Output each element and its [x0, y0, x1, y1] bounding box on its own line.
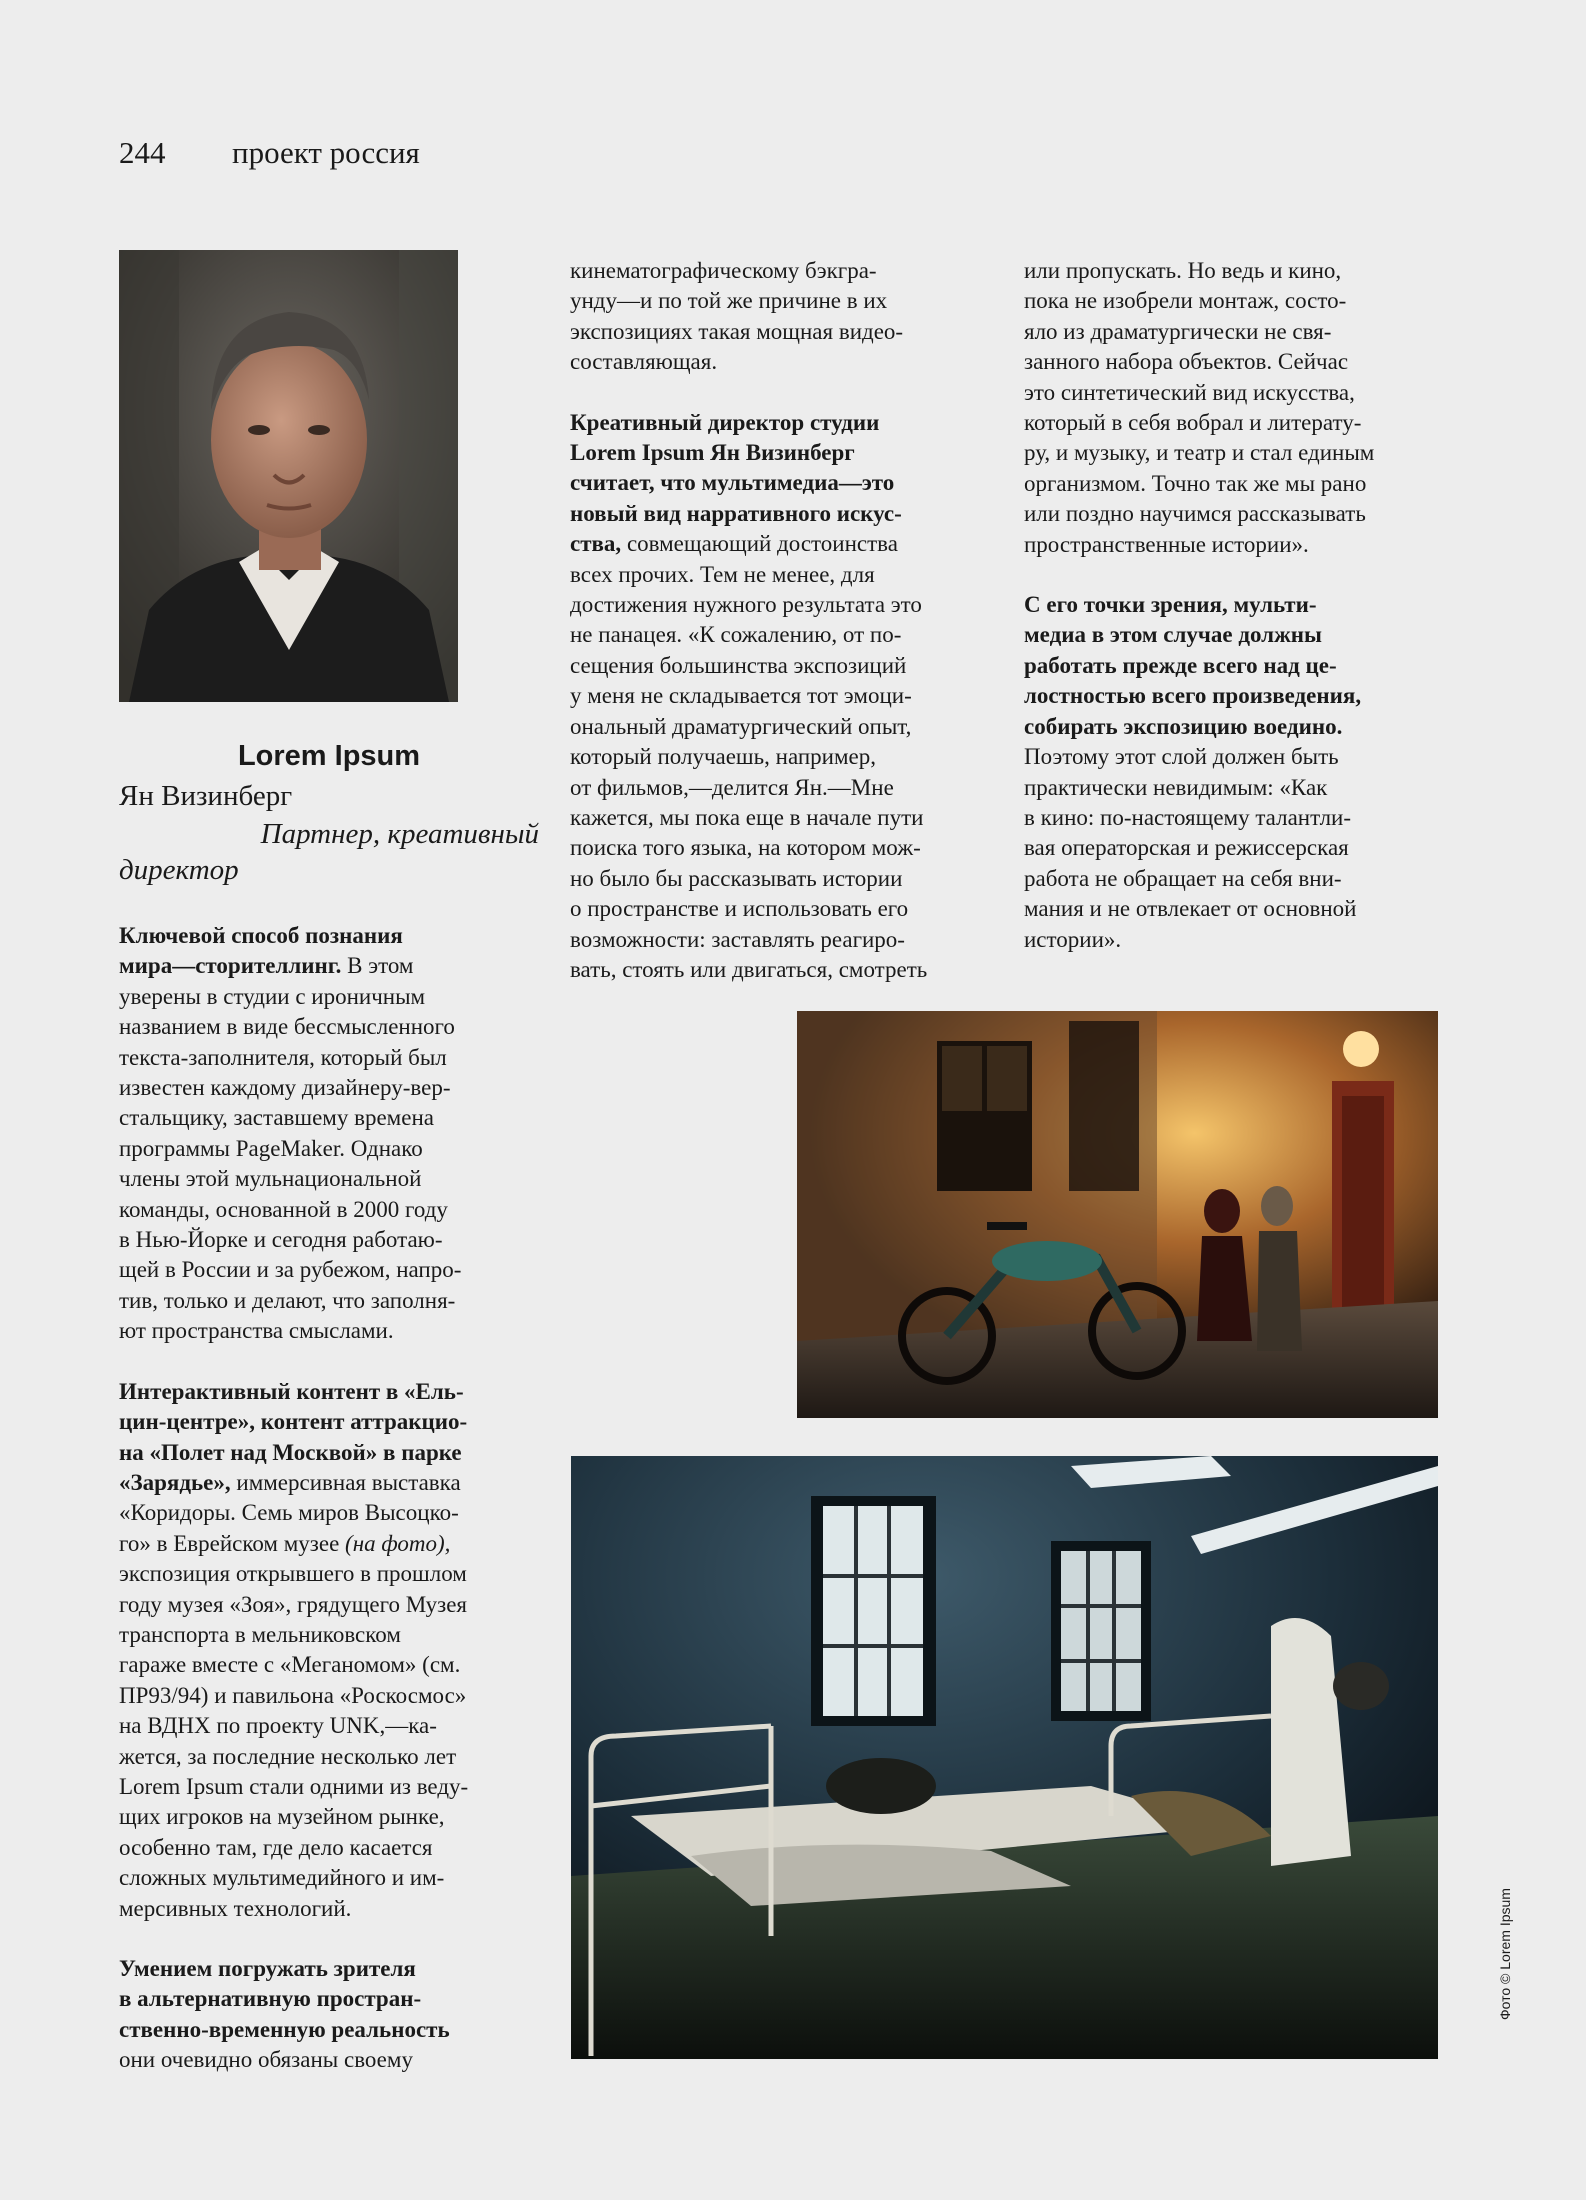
lead-in: С его точки зрения, мульти- медиа в этом случае должны работать прежде всего над це- лостностью всего произведения, собирать экспозицию воедино.	[1024, 592, 1362, 739]
exhibition-photo-ward	[571, 1456, 1438, 2059]
person-role	[119, 816, 539, 888]
person-name: Ян Визинберг	[119, 780, 293, 812]
text-column-1	[119, 921, 539, 2076]
lead-in: Интерактивный контент в «Ель- цин-центре», контент аттракцио- на «Полет над Москвой» в парке «Зарядье»,	[119, 1378, 468, 1495]
paragraph: Ключевой способ познания мира—сторителлинг. В этом уверены в студии с ироничным названием в виде бессмысленного текста-заполнителя, который был известен каждому дизайнеру-вер- стальщику, заставшему времена программы PageMaker. Однако члены этой мульнациональной команды, основанной в 2000 году в Нью-Йорке и сегодня работаю- щей в России и за рубежом, напро- тив, только и делают, что заполня- ют пространства смыслами.	[119, 923, 462, 1344]
photo-credit: Фото © Lorem Ipsum	[1497, 1888, 1513, 2020]
paragraph: или пропускать. Но ведь и кино, пока не изобрели монтаж, состо- яло из драматургически не свя- занного набора объектов. Сейчас это синтетический вид искусства, который в себя вобрал и литерату- ру, и музыку, и театр и стал единым организмом. Точно так же мы рано или поздно научимся рассказывать пространственные истории».	[1024, 258, 1375, 557]
lead-in: Креативный директор студии Lorem Ipsum Ян Визинберг считает, что мультимедиа—это новый вид нарративного искус- ства,	[570, 409, 902, 557]
paragraph: Креативный директор студии Lorem Ipsum Ян Визинберг считает, что мультимедиа—это новый вид нарративного искус- ства, совмещающий достоинства всех прочих. Тем не менее, для достижения нужного результата это не панацея. «К сожалению, от по- сещения большинства экспозиций у меня не складывается тот эмоци- ональный драматургический опыт, который получаешь, например, от фильмов,—делится Ян.—Мне кажется, мы пока еще в начале пути поиска того языка, на котором мож- но было бы рассказывать истории о пространстве и использовать его возможности: заставлять реагиро- вать, стоять или двигаться, смотреть	[570, 409, 928, 982]
studio-name: Lorem Ipsum	[237, 740, 421, 772]
photo-reference: (на фото),	[345, 1530, 451, 1556]
paragraph: Интерактивный контент в «Ель- цин-центре», контент аттракцио- на «Полет над Москвой» в парке «Зарядье», иммерсивная выставка «Коридоры. Семь миров Высоцко- го» в Еврейском музее (на фото), экспозиция открывшего в прошлом году музея «Зоя», грядущего Музея транспорта в мельниковском гараже вместе с «Меганомом» (см. ПР93/94) и павильона «Роскосмос» на ВДНХ по проекту UNK,—ка- жется, за последние несколько лет Lorem Ipsum стали одними из веду- щих игроков на музейном рынке, особенно там, где дело касается сложных мультимедийного и им- мерсивных технологий.	[119, 1378, 469, 1921]
paragraph: кинематографическому бэкгра- унду—и по той же причине в их экспозициях такая мощная видео- составляющая.	[570, 258, 904, 375]
exhibition-photo-courtyard	[797, 1011, 1438, 1418]
role-line-1: Партнер, креативный	[260, 818, 539, 850]
lead-in: Ключевой способ познания мира—сторителлинг.	[119, 923, 403, 979]
paragraph: Умением погружать зрителя в альтернативную простран- ственно-временную реальность они очевидно обязаны своему	[119, 1956, 450, 2073]
page-number: 244	[119, 135, 166, 170]
text-column-3	[1024, 256, 1454, 955]
paragraph: С его точки зрения, мульти- медиа в этом случае должны работать прежде всего над це- лостностью всего произведения, собирать экспозицию воедино. Поэтому этот слой должен быть практически невидимым: «Как в кино: по-настоящему талантли- вая операторская и режиссерская работа не обращает на себя вни- мания и не отвлекает от основной истории».	[1024, 592, 1362, 952]
text-column-2	[570, 256, 1000, 985]
section-title: проект россия	[232, 135, 420, 170]
lead-in: Умением погружать зрителя в альтернативную простран- ственно-временную реальность	[119, 1956, 450, 2042]
role-line-2: директор	[119, 854, 239, 886]
portrait-photo	[119, 250, 458, 702]
